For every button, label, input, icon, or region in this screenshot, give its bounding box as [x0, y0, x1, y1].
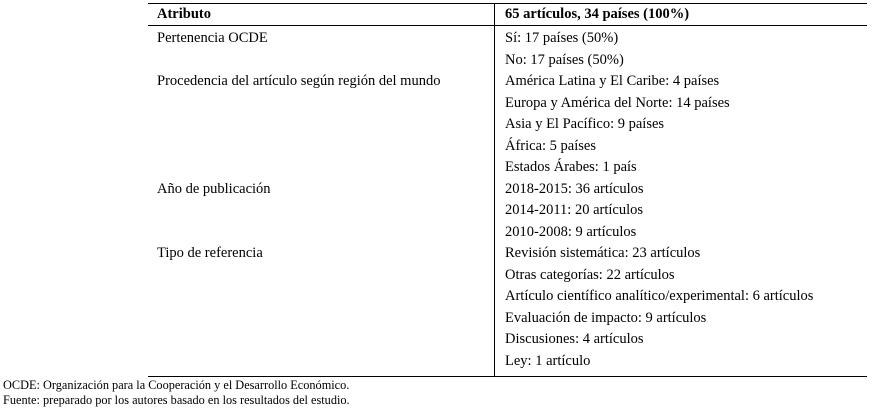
value-line: Europa y América del Norte: 14 países	[505, 94, 730, 111]
header-attribute: Atributo	[157, 6, 211, 22]
value-line: No: 17 países (50%)	[505, 51, 624, 68]
value-line: Estados Árabes: 1 país	[505, 159, 637, 175]
table-header	[148, 4, 867, 26]
attribute-label: Año de publicación	[157, 180, 271, 197]
table-notes	[3, 378, 350, 408]
value-line: Asia y El Pacífico: 9 países	[505, 116, 665, 132]
value-line: Sí: 17 países (50%)	[505, 30, 619, 46]
value-line: 2014-2011: 20 artículos	[505, 202, 643, 218]
value-line: América Latina y El Caribe: 4 países	[505, 73, 720, 89]
value-line: Discusiones: 4 artículos	[505, 331, 644, 347]
value-line: Otras categorías: 22 artículos	[505, 266, 675, 283]
attribute-label: Tipo de referencia	[157, 245, 263, 261]
value-line: 2010-2008: 9 artículos	[505, 223, 637, 240]
source-note: Fuente: preparado por los autores basado en los resultados del estudio.	[3, 393, 350, 407]
value-line: Artículo científico analítico/experimental: 6 artículos	[505, 288, 814, 304]
value-line: Ley: 1 artículo	[505, 352, 591, 369]
attribute-label: Procedencia del artículo según región del mundo	[157, 73, 441, 89]
abbreviation-note: OCDE: Organización para la Cooperación y el Desarrollo Económico.	[3, 378, 350, 392]
attributes-table	[148, 3, 867, 377]
value-column	[494, 26, 867, 376]
value-line: 2018-2015: 36 artículos	[505, 180, 644, 197]
value-line: Revisión sistemática: 23 artículos	[505, 245, 701, 261]
attribute-column	[148, 26, 494, 376]
value-line: África: 5 países	[505, 137, 596, 154]
attribute-label: Pertenencia OCDE	[157, 30, 268, 46]
table-body	[148, 26, 867, 376]
value-line: Evaluación de impacto: 9 artículos	[505, 309, 707, 326]
header-summary: 65 artículos, 34 países (100%)	[494, 4, 867, 25]
